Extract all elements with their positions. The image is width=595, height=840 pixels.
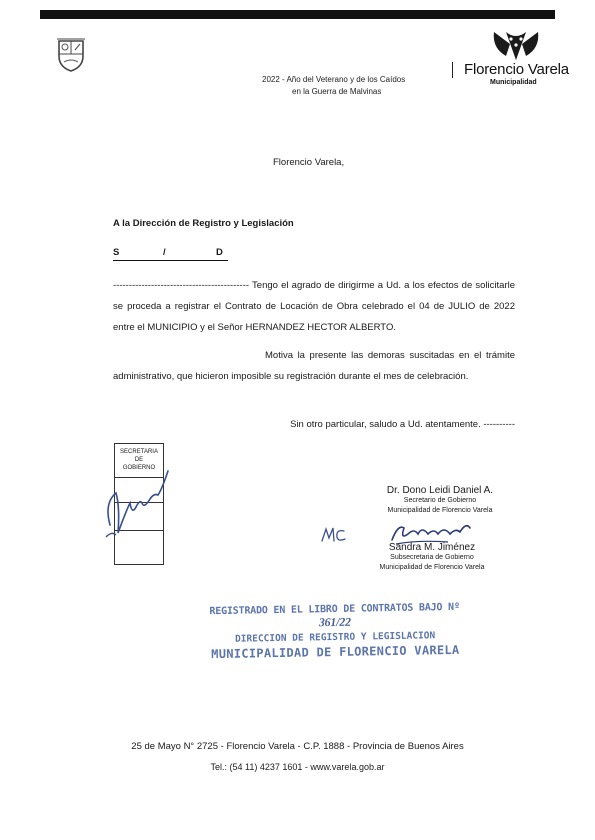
registry-number: 361/22: [318, 614, 352, 630]
signature-block-1: [360, 485, 520, 516]
florencio-varela-logo-icon: [490, 30, 542, 62]
logo-separator: [452, 62, 453, 78]
logo-subtitle: Municipalidad: [490, 79, 537, 86]
letter-paragraph-1: [113, 275, 515, 338]
letter-reference-line: [113, 247, 228, 261]
paragraph-dash-fill: -------------------------------------------: [113, 280, 250, 291]
motto-line-1: 2022 - Año del Veterano y de los Caídos: [262, 75, 406, 84]
stamp-box-line-3: GOBIERNO: [122, 465, 156, 471]
ref-slash: /: [163, 247, 166, 258]
registry-stamp-line-3: MUNICIPALIDAD DE FLORENCIO VARELA: [211, 642, 460, 662]
municipal-crest-icon: [56, 38, 86, 72]
paragraph-2-text: Motiva la presente las demoras suscitadas en el trámite administrativo, que hicieron imposible su registración durante el mes de celebración.: [113, 350, 515, 382]
letter-place: Florencio Varela,: [273, 157, 345, 168]
letter-addressee: A la Dirección de Registro y Legislación: [113, 218, 294, 229]
signatory-2-name: Sandra M. Jiménez: [388, 542, 476, 553]
registry-stamp-line-2: DIRECCION DE REGISTRO Y LEGISLACION: [234, 630, 436, 645]
signatory-1-role: Secretario de Gobierno: [403, 497, 477, 504]
footer-contact: Tel.: (54 11) 4237 1601 - www.varela.gob.ar: [210, 762, 385, 772]
paragraph-1-text: Tengo el agrado de dirigirme a Ud. a los efectos de solicitarle se proceda a registrar el Contrato de Locación de Obra celebrado el 04 de JULIO de 2022 entre el MUNICIPIO y el Señor HERNANDEZ HECTOR ALBERTO.: [113, 280, 516, 333]
handwritten-signature-left: [96, 463, 176, 543]
signatory-2-organization: Municipalidad de Florencio Varela: [379, 564, 485, 571]
header-bar: [40, 10, 555, 19]
registry-stamp-line-1: [200, 602, 470, 633]
registry-stamp: [200, 602, 471, 662]
signatory-2-role: Subsecretaria de Gobierno: [390, 554, 474, 561]
footer-address: 25 de Mayo N° 2725 - Florencio Varela - C.P. 1888 - Provincia de Buenos Aires: [131, 741, 464, 752]
registry-stamp-text: REGISTRADO EN EL LIBRO DE CONTRATOS BAJO Nº: [209, 601, 460, 618]
letter-paragraph-2: [113, 345, 515, 387]
ref-s: S: [113, 247, 120, 258]
ref-d: D: [216, 247, 223, 258]
year-motto: [262, 74, 405, 98]
handwritten-initials: [320, 525, 346, 545]
letter-closing: Sin otro particular, saludo a Ud. atentamente. ----------: [290, 419, 515, 430]
stamp-box-line-2: DE: [134, 457, 144, 463]
motto-line-2: en la Guerra de Malvinas: [292, 87, 382, 96]
signatory-1-name: Dr. Dono Leidi Daniel A.: [386, 485, 494, 496]
signatory-1-organization: Municipalidad de Florencio Varela: [387, 507, 493, 514]
logo-name: Florencio Varela: [464, 61, 569, 78]
signature-block-2: [362, 542, 502, 573]
stamp-box-line-1: SECRETARIA: [120, 449, 158, 455]
